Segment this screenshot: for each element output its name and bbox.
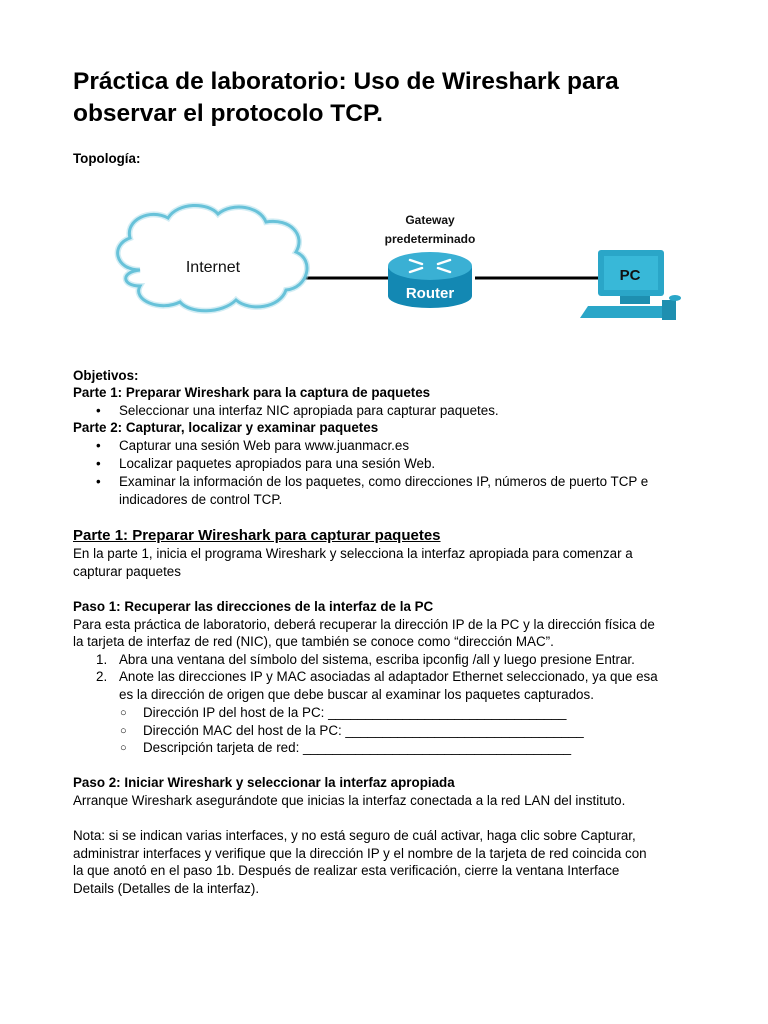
cloud-label: Internet bbox=[185, 259, 241, 276]
gateway-label-line1: Gateway bbox=[405, 213, 455, 227]
bullet-dot: • bbox=[96, 438, 101, 453]
sub-bullet-circle: ○ bbox=[120, 725, 127, 737]
note-line4: Details (Detalles de la interfaz). bbox=[73, 881, 260, 896]
section1-intro-line2: capturar paquetes bbox=[73, 564, 181, 579]
objective-item: Capturar una sesión Web para www.juanmacr.es bbox=[119, 438, 410, 453]
section1-heading: Parte 1: Preparar Wireshark para capturar paquetes bbox=[73, 527, 441, 544]
gateway-label-line2: predeterminado bbox=[384, 232, 476, 246]
objective-item-continued: indicadores de control TCP. bbox=[119, 492, 283, 507]
note-line2: administrar interfaces y verifique que la dirección IP y el nombre de la tarjeta de red coincida con bbox=[73, 846, 647, 861]
step1-item-number: 1. bbox=[96, 652, 108, 667]
step1-item-number: 2. bbox=[96, 669, 108, 684]
bullet-dot: • bbox=[96, 474, 101, 489]
step1-sub-item-mac: Dirección MAC del host de la PC: ________________________________ bbox=[143, 723, 584, 738]
bullet-dot: • bbox=[96, 456, 101, 471]
step1-heading: Paso 1: Recuperar las direcciones de la interfaz de la PC bbox=[73, 599, 434, 614]
bullet-dot: • bbox=[96, 403, 101, 418]
note-line3: la que anotó en el paso 1b. Después de realizar esta verificación, cierre la ventana Interface bbox=[73, 863, 620, 878]
objective-item: Seleccionar una interfaz NIC apropiada para capturar paquetes. bbox=[119, 403, 499, 418]
pc-icon bbox=[580, 250, 681, 320]
sub-bullet-circle: ○ bbox=[120, 742, 127, 754]
step1-item: Anote las direcciones IP y MAC asociadas al adaptador Ethernet seleccionado, ya que esa bbox=[119, 669, 658, 684]
step2-heading: Paso 2: Iniciar Wireshark y seleccionar la interfaz apropiada bbox=[73, 775, 455, 790]
step1-item-continued: es la dirección de origen que debe buscar al examinar los paquetes capturados. bbox=[119, 687, 594, 702]
step2-text: Arranque Wireshark asegurándote que inicias la interfaz conectada a la red LAN del instituto. bbox=[73, 793, 626, 808]
step1-sub-item-ip: Dirección IP del host de la PC: ________________________________ bbox=[143, 705, 567, 720]
step1-text-line2: la tarjeta de interfaz de red (NIC), que también se conoce como “dirección MAC”. bbox=[73, 634, 554, 649]
router-icon bbox=[388, 252, 472, 308]
page-title: Práctica de laboratorio: Uso de Wireshark para observar el protocolo TCP. bbox=[73, 68, 619, 127]
note-line1: Nota: si se indican varias interfaces, y no está seguro de cuál activar, haga clic sobre Capturar, bbox=[73, 828, 636, 843]
objectives-heading: Objetivos: bbox=[73, 368, 139, 383]
router-label: Router bbox=[405, 285, 455, 302]
section1-intro-line1: En la parte 1, inicia el programa Wireshark y selecciona la interfaz apropiada para comenzar a bbox=[73, 546, 633, 561]
objective-item: Examinar la información de los paquetes, como direcciones IP, números de puerto TCP e bbox=[119, 474, 649, 489]
objective-item: Localizar paquetes apropiados para una sesión Web. bbox=[119, 456, 436, 471]
step1-text-line1: Para esta práctica de laboratorio, deberá recuperar la dirección IP de la PC y la dirección física de bbox=[73, 617, 655, 632]
objective-part2-title: Parte 2: Capturar, localizar y examinar paquetes bbox=[73, 420, 379, 435]
internet-cloud-icon bbox=[118, 205, 307, 310]
sub-bullet-circle: ○ bbox=[120, 707, 127, 719]
topology-label: Topología: bbox=[73, 151, 141, 166]
topology-diagram bbox=[110, 200, 690, 330]
step1-sub-item-nic: Descripción tarjeta de red: ____________________________________ bbox=[143, 740, 572, 755]
objective-part1-title: Parte 1: Preparar Wireshark para la captura de paquetes bbox=[73, 385, 431, 400]
step1-item: Abra una ventana del símbolo del sistema, escriba ipconfig /all y luego presione Entrar. bbox=[119, 652, 635, 667]
pc-label: PC bbox=[619, 267, 641, 284]
